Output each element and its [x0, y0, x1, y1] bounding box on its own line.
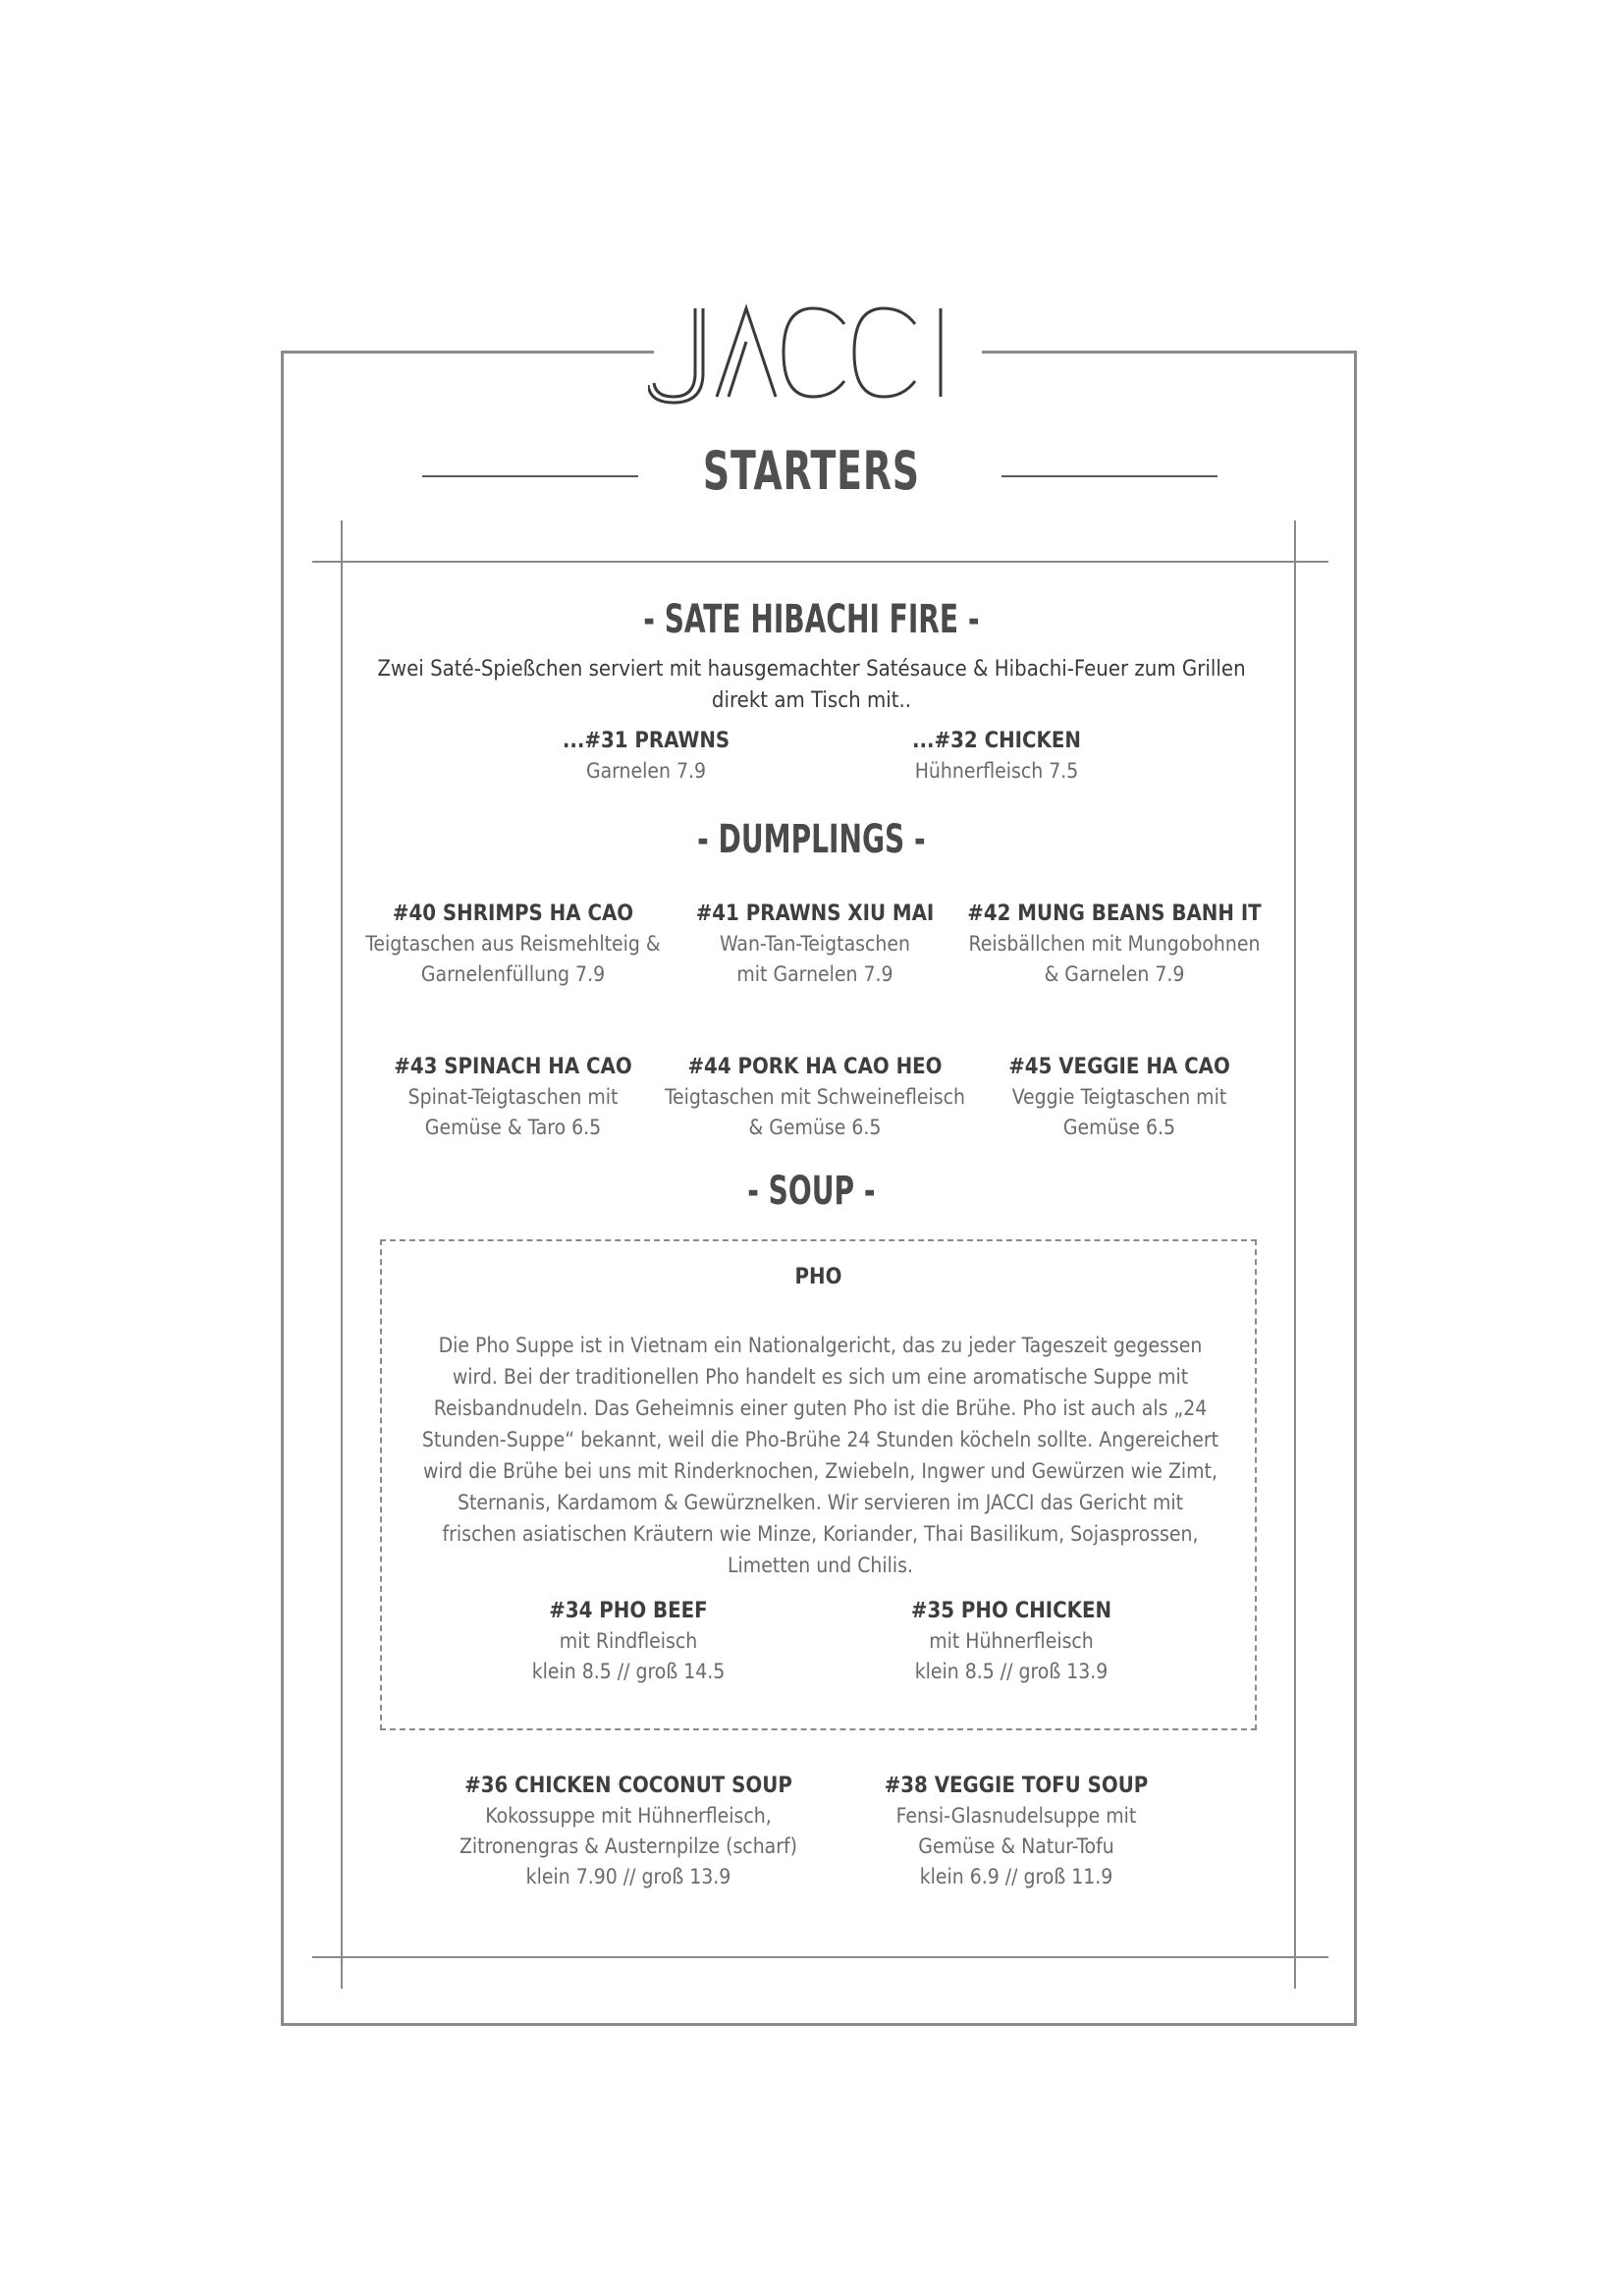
outer-frame-top-left	[281, 351, 654, 354]
item-name: #34 PHO BEEF	[549, 1599, 708, 1623]
item-name: #41 PRAWNS XIU MAI	[695, 902, 935, 926]
menu-item-41	[668, 900, 962, 990]
item-desc: Hühnerfleisch 7.5	[914, 759, 1079, 783]
item-desc: Spinat-Teigtaschen mit Gemüse & Taro 6.5	[407, 1085, 619, 1139]
item-name: #44 PORK HA CAO HEO	[687, 1055, 943, 1079]
pho-description: Die Pho Suppe ist in Vietnam ein Nationalgericht, das zu jeder Tageszeit gegessen wird. Bei der traditionellen Pho handelt es sich um eine aromatische Suppe mit Reisbandnudeln. Das Geheimnis einer guten Pho ist die Brühe. Pho ist auch als „24 Stunden-Suppe“ bekannt, weil die Pho-Brühe 24 Stunden köcheln sollte. Angereichert wird die Brühe bei uns mit Rinderknochen, Zwiebeln, Ingwer und Gewürzen wie Zimt, Sternanis, Kardamom & Gewürznelken. Wir servieren im JACCI das Gericht mit frischen asiatischen Kräutern wie Minze, Koriander, Thai Basilikum, Sojasprossen, Limetten und Chilis.	[421, 1334, 1219, 1577]
page-title: STARTERS	[702, 440, 920, 502]
item-name: #45 VEGGIE HA CAO	[1008, 1055, 1230, 1079]
item-name: #43 SPINACH HA CAO	[394, 1055, 632, 1079]
menu-item-45	[992, 1053, 1247, 1143]
item-desc: Veggie Teigtaschen mit Gemüse 6.5	[1011, 1085, 1227, 1139]
inner-frame-top	[312, 561, 1328, 563]
item-desc: Wan-Tan-Teigtaschen mit Garnelen 7.9	[720, 932, 910, 986]
section-title-soup: - SOUP -	[747, 1169, 876, 1214]
item-desc: Fensi-Glasnudelsuppe mit	[895, 1804, 1137, 1828]
outer-frame-top-right	[982, 351, 1357, 354]
menu-item-31	[538, 727, 754, 787]
menu-item-40	[363, 900, 663, 990]
menu-item-43	[388, 1053, 638, 1143]
section-title-sate: - SATE HIBACHI FIRE -	[643, 597, 980, 642]
jacci-logo	[648, 295, 982, 412]
outer-frame-bottom	[281, 2023, 1357, 2026]
menu-item-42	[962, 900, 1267, 990]
item-name: #42 MUNG BEANS BANH IT	[967, 902, 1262, 926]
item-desc: Garnelen 7.9	[585, 759, 707, 783]
item-name: #35 PHO CHICKEN	[910, 1599, 1112, 1623]
item-name: ...#32 CHICKEN	[912, 729, 1081, 753]
pho-title: PHO	[794, 1265, 842, 1289]
section-title-dumplings: - DUMPLINGS -	[697, 817, 926, 862]
menu-item-34	[511, 1597, 746, 1687]
item-name: #40 SHRIMPS HA CAO	[392, 902, 634, 926]
inner-frame-bottom	[312, 1956, 1328, 1958]
item-desc: Teigtaschen mit Schweinefleisch & Gemüse 6.5	[665, 1085, 965, 1139]
menu-item-44	[658, 1053, 972, 1143]
item-price: klein 8.5 // groß 13.9	[914, 1660, 1109, 1683]
inner-frame-right	[1294, 520, 1296, 1989]
item-name: #38 VEGGIE TOFU SOUP	[884, 1774, 1149, 1798]
menu-item-32	[884, 727, 1109, 787]
item-name: ...#31 PRAWNS	[562, 729, 730, 753]
item-price: klein 6.9 // groß 11.9	[919, 1865, 1113, 1888]
item-desc: Teigtaschen aus Reismehlteig & Garnelenfüllung 7.9	[365, 932, 661, 986]
menu-item-38	[864, 1772, 1168, 1892]
item-desc: Gemüse & Natur-Tofu	[918, 1834, 1114, 1858]
sate-intro: Zwei Saté-Spießchen serviert mit hausgemachter Satésauce & Hibachi-Feuer zum Grillen direkt am Tisch mit..	[377, 657, 1246, 713]
item-desc: Kokossuppe mit Hühnerfleisch,	[485, 1804, 772, 1828]
item-desc: Zitronengras & Austernpilze (scharf)	[459, 1834, 798, 1858]
menu-item-35	[893, 1597, 1129, 1687]
item-desc: mit Hühnerfleisch	[929, 1629, 1094, 1653]
menu-item-36	[452, 1772, 805, 1892]
item-name: #36 CHICKEN COCONUT SOUP	[464, 1774, 792, 1798]
item-desc: Reisbällchen mit Mungobohnen & Garnelen 7.9	[968, 932, 1261, 986]
item-desc: mit Rindfleisch	[559, 1629, 698, 1653]
item-price: klein 8.5 // groß 14.5	[531, 1660, 726, 1683]
inner-frame-left	[341, 520, 343, 1989]
item-price: klein 7.90 // groß 13.9	[525, 1865, 731, 1888]
